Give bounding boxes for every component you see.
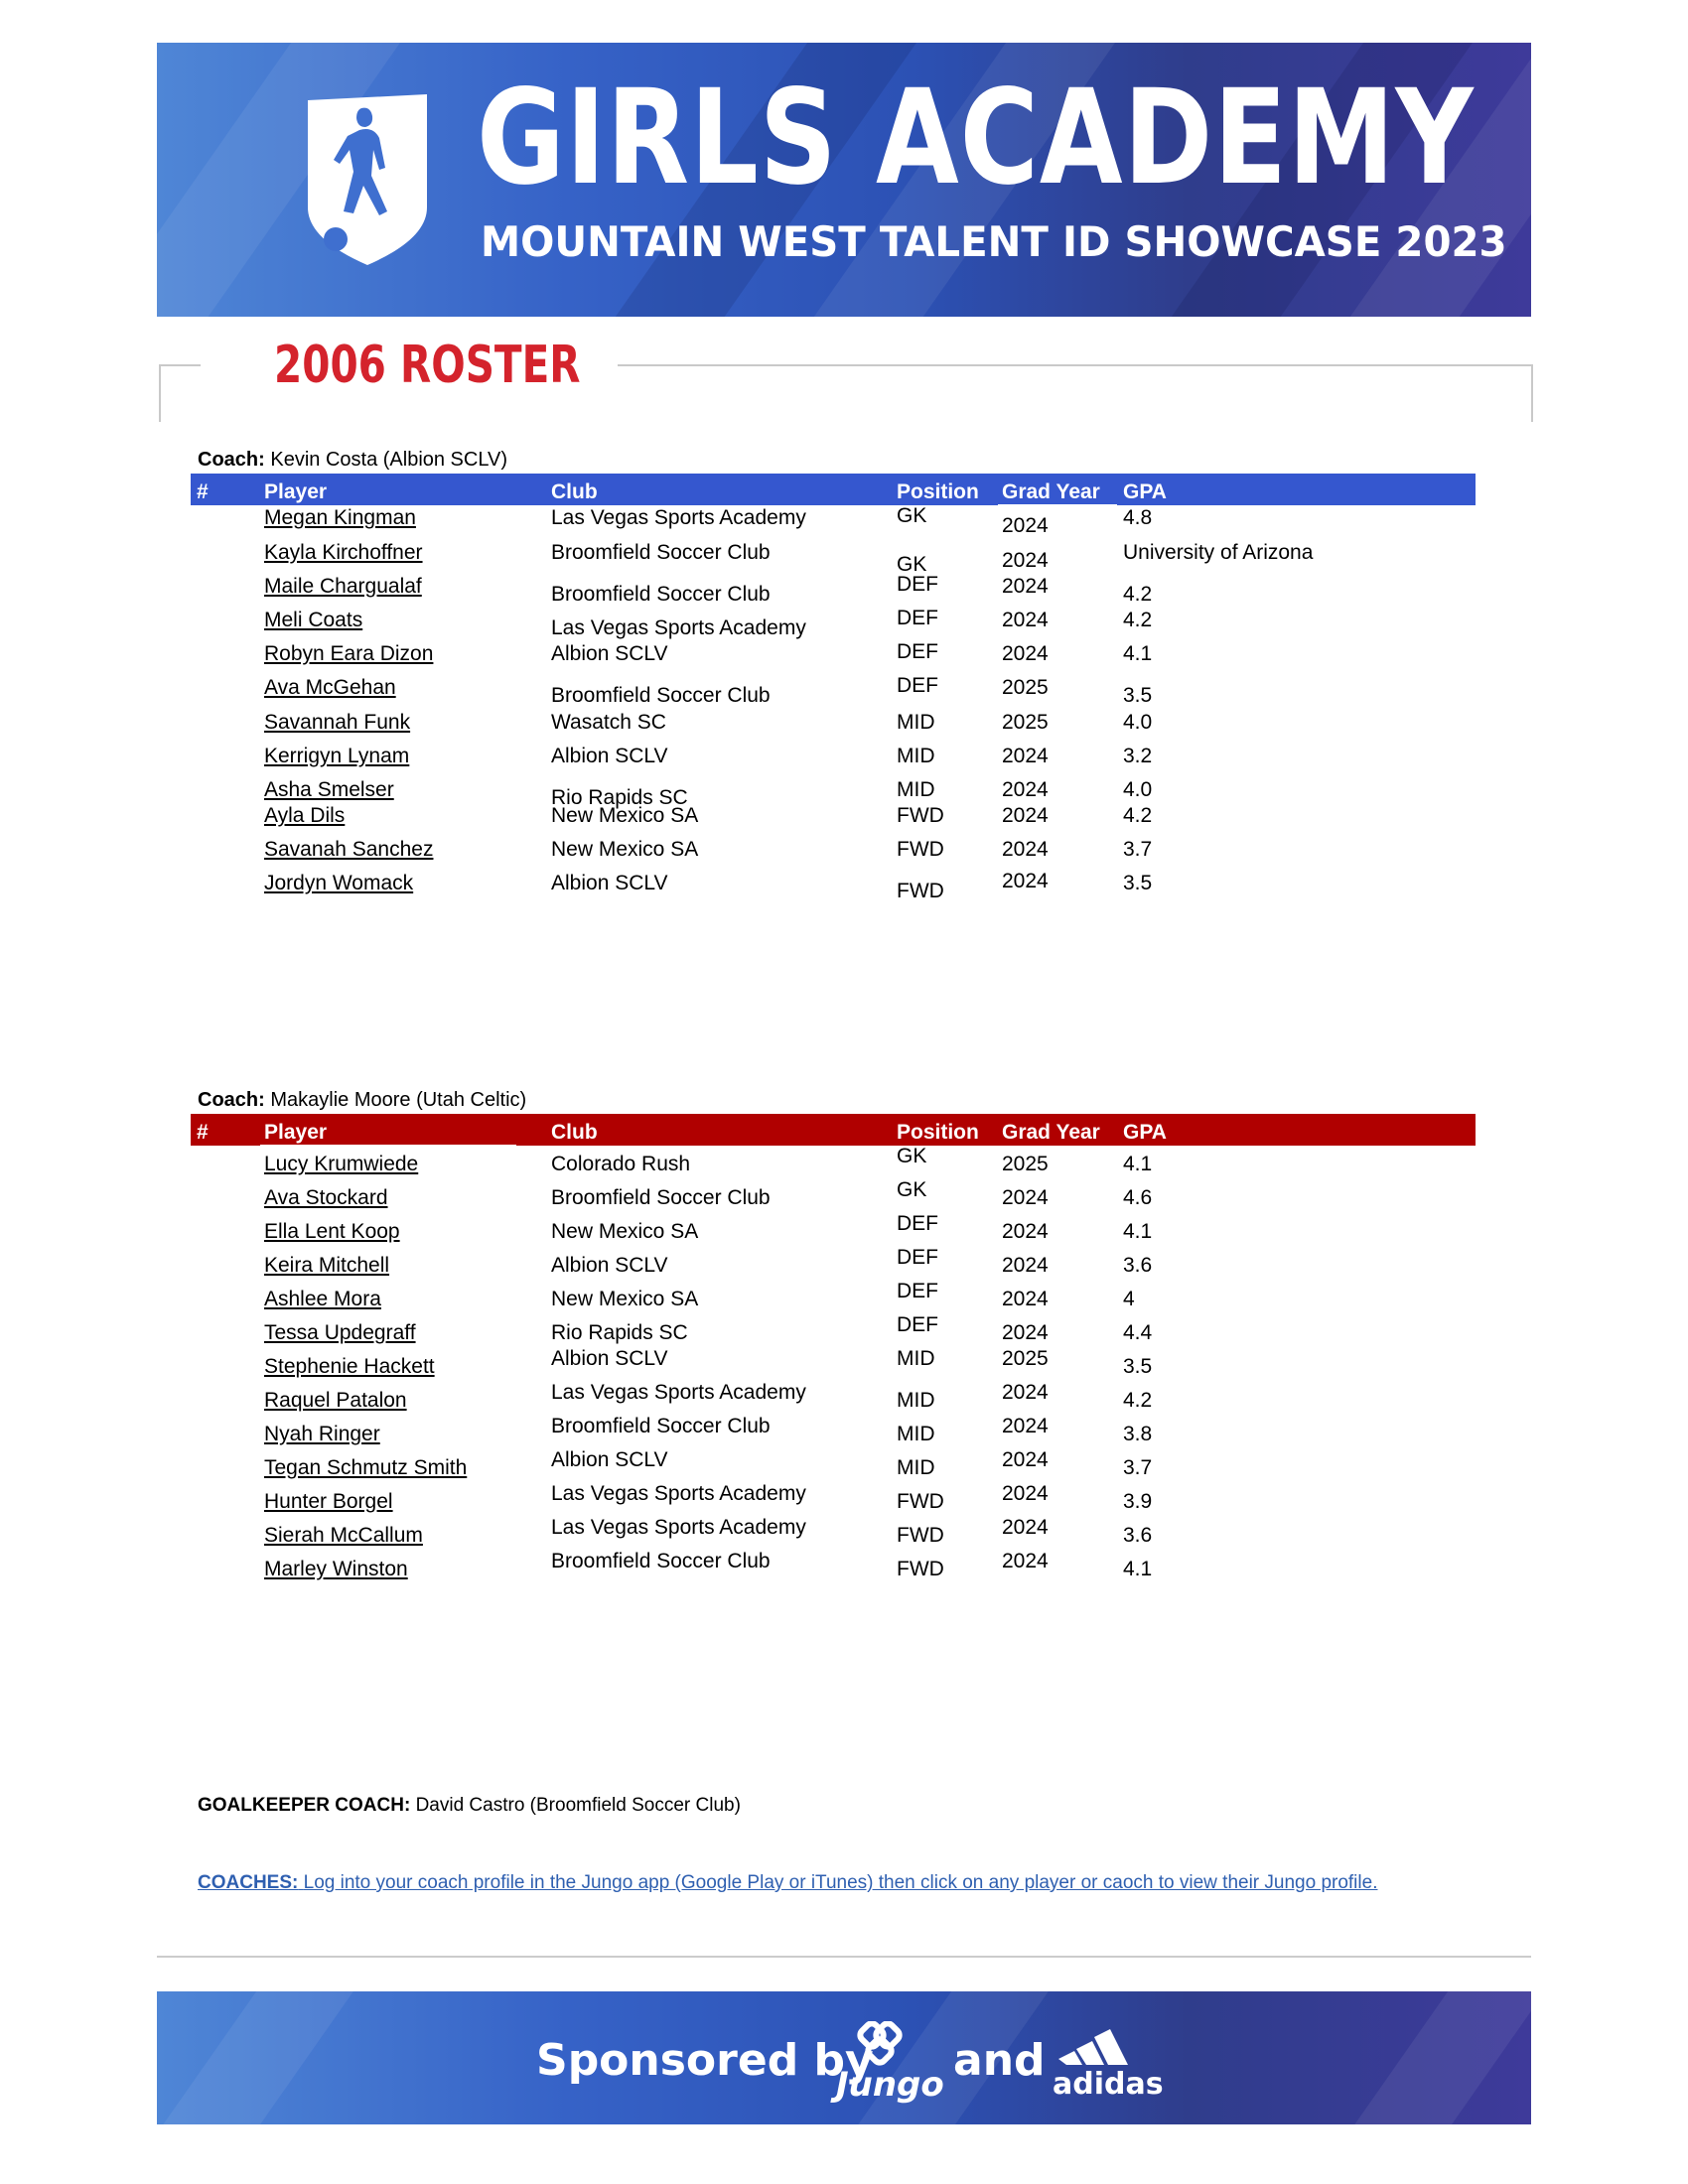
position-cell: FWD [897,880,944,902]
position-cell: DEF [897,573,938,596]
player-link[interactable]: Asha Smelser [264,778,394,801]
club-cell: Albion SCLV [551,745,668,767]
roster-title: 2006 ROSTER [274,336,581,395]
player-link[interactable]: Kerrigyn Lynam [264,745,410,767]
player-link[interactable]: Jordyn Womack [264,872,414,894]
player-link[interactable]: Savannah Funk [264,711,411,734]
grad-year-cell: 2024 [1002,1220,1049,1243]
banner-stripe [1341,1991,1531,2124]
gpa-cell: 3.5 [1123,1355,1153,1378]
coach-line [198,449,507,472]
grad-year-cell: 2024 [1002,549,1049,572]
col-grad-year: Grad Year [1002,480,1100,503]
col-grad-year: Grad Year [1002,1121,1100,1144]
player-link[interactable]: Lucy Krumwiede [264,1153,419,1175]
page-subtitle: MOUNTAIN WEST TALENT ID SHOWCASE 2023 [481,217,1507,266]
gpa-cell: 3.2 [1123,745,1153,767]
club-cell: Albion SCLV [551,642,668,665]
gpa-cell: 3.8 [1123,1423,1153,1445]
table-row [191,1448,1476,1490]
grad-year-cell: 2024 [1002,609,1049,631]
grad-year-cell: 2024 [1002,1415,1049,1437]
soccer-player-crest-icon [304,90,431,267]
col-position: Position [897,480,979,503]
gpa-cell: 4.2 [1123,583,1153,606]
club-cell: Albion SCLV [551,872,668,894]
club-cell: Broomfield Soccer Club [551,1186,771,1209]
table-row [191,1313,1476,1355]
gpa-cell: 4.8 [1123,506,1153,529]
sponsor-banner [157,1991,1531,2124]
table-row [191,1212,1476,1254]
coaches-note-link[interactable] [198,1872,1377,1894]
header-underline [260,1145,516,1148]
position-cell: FWD [897,804,944,827]
footer-divider [157,1956,1531,1958]
page-title: GIRLS ACADEMY [477,62,1475,214]
club-cell: Las Vegas Sports Academy [551,616,806,639]
club-cell: New Mexico SA [551,838,699,861]
player-link[interactable]: Meli Coats [264,609,363,631]
position-cell: MID [897,1423,935,1445]
grad-year-cell: 2024 [1002,1516,1049,1539]
gpa-cell: University of Arizona [1123,541,1314,564]
grad-year-cell: 2024 [1002,1550,1049,1572]
heading-frame-left [159,364,201,422]
table-row [191,872,1476,905]
sponsor-jungo-name: Jungo [836,2065,944,2105]
grad-year-cell: 2024 [1002,1321,1049,1344]
table-row [191,1246,1476,1288]
position-cell: GK [897,1145,927,1167]
table-row [191,711,1476,745]
club-cell: Albion SCLV [551,1448,668,1471]
table-row [191,745,1476,778]
table-row [191,676,1476,710]
table-row [191,506,1476,540]
table-row [191,1145,1476,1186]
gpa-cell: 4.4 [1123,1321,1153,1344]
position-cell: FWD [897,1524,944,1547]
club-cell: Rio Rapids SC [551,1321,688,1344]
grad-year-cell: 2024 [1002,1254,1049,1277]
grad-year-cell: 2024 [1002,838,1049,861]
player-link[interactable]: Maile Chargualaf [264,575,422,598]
gpa-cell: 4.1 [1123,1220,1153,1243]
gpa-cell: 3.9 [1123,1490,1153,1513]
table-row [191,541,1476,575]
col-club: Club [551,480,598,503]
player-link[interactable]: Ashlee Mora [264,1288,381,1310]
club-cell: Las Vegas Sports Academy [551,1482,806,1505]
coach-name: Kevin Costa (Albion SCLV) [270,449,507,471]
sponsor-adidas-name: adidas [1053,2067,1164,2102]
grad-year-cell: 2024 [1002,1186,1049,1209]
gpa-cell: 3.5 [1123,872,1153,894]
gpa-cell: 3.7 [1123,1456,1153,1479]
club-cell: Broomfield Soccer Club [551,583,771,606]
player-link[interactable]: Sierah McCallum [264,1524,423,1547]
club-cell: Broomfield Soccer Club [551,684,771,707]
position-cell: DEF [897,1212,938,1235]
position-cell: DEF [897,1280,938,1302]
coach-line [198,1089,526,1112]
gpa-cell: 4.1 [1123,1153,1153,1175]
col-player: Player [264,480,328,503]
position-cell: MID [897,1347,935,1370]
club-cell: Albion SCLV [551,1254,668,1277]
player-link[interactable]: Ayla Dils [264,804,346,827]
club-cell: New Mexico SA [551,1288,699,1310]
col-gpa: GPA [1123,480,1167,503]
grad-year-cell: 2024 [1002,804,1049,827]
gpa-cell: 3.5 [1123,684,1153,707]
header-banner [157,43,1531,317]
player-link[interactable]: Hunter Borgel [264,1490,393,1513]
club-cell: Broomfield Soccer Club [551,1415,771,1437]
grad-year-cell: 2024 [1002,642,1049,665]
grad-year-cell: 2025 [1002,1347,1049,1370]
grad-year-cell: 2024 [1002,575,1049,598]
position-cell: MID [897,1389,935,1412]
gpa-cell: 4.2 [1123,1389,1153,1412]
coaches-note-text: Log into your coach profile in the Jungo app (Google Play or iTunes) then click on any player or caoch to view their Jungo profile. [303,1872,1378,1893]
club-cell: Wasatch SC [551,711,666,734]
table-row [191,1280,1476,1321]
position-cell: GK [897,553,927,576]
club-cell: Colorado Rush [551,1153,691,1175]
col-num: # [197,480,209,503]
gpa-cell: 4.0 [1123,711,1153,734]
gpa-cell: 4.2 [1123,609,1153,631]
position-cell: FWD [897,1558,944,1580]
table-row [191,1550,1476,1591]
gpa-cell: 4.0 [1123,778,1153,801]
player-link[interactable]: Megan Kingman [264,506,416,529]
table-row [191,1347,1476,1389]
club-cell: New Mexico SA [551,804,699,827]
position-cell: GK [897,504,927,527]
gpa-cell: 4.6 [1123,1186,1153,1209]
table-row [191,609,1476,642]
table-header [191,1114,1476,1146]
club-cell: Las Vegas Sports Academy [551,1381,806,1404]
grad-year-cell: 2024 [1002,1381,1049,1404]
position-cell: MID [897,711,935,734]
position-cell: DEF [897,1313,938,1336]
grad-year-cell: 2024 [1002,1482,1049,1505]
club-cell: Rio Rapids SC [551,786,688,809]
position-cell: GK [897,1178,927,1201]
grad-year-cell: 2025 [1002,676,1049,699]
position-cell: MID [897,745,935,767]
table-row [191,1482,1476,1524]
club-cell: New Mexico SA [551,1220,699,1243]
gpa-cell: 3.7 [1123,838,1153,861]
table-row [191,1516,1476,1558]
club-cell: Broomfield Soccer Club [551,541,771,564]
grad-year-cell: 2024 [1002,870,1049,892]
position-cell: MID [897,778,935,801]
player-link[interactable]: Tessa Updegraff [264,1321,416,1344]
gpa-cell: 3.6 [1123,1254,1153,1277]
sponsored-by-text: Sponsored by [536,2035,874,2086]
col-player: Player [264,1121,328,1144]
position-cell: DEF [897,640,938,663]
grad-year-cell: 2024 [1002,778,1049,801]
gpa-cell: 4.2 [1123,804,1153,827]
position-cell: FWD [897,838,944,861]
table-header [191,474,1476,505]
club-cell: Las Vegas Sports Academy [551,1516,806,1539]
coach-label: Coach: [198,449,265,471]
position-cell: MID [897,1456,935,1479]
grad-year-cell: 2024 [1002,1448,1049,1471]
player-link[interactable]: Tegan Schmutz Smith [264,1456,468,1479]
player-link[interactable]: Savanah Sanchez [264,838,434,861]
coach-label: Coach: [198,1089,265,1111]
coaches-note-label: COACHES: [198,1872,299,1893]
table-row [191,1178,1476,1220]
gpa-cell: 4.1 [1123,642,1153,665]
col-position: Position [897,1121,979,1144]
goalkeeper-coach-name: David Castro (Broomfield Soccer Club) [415,1795,741,1816]
gpa-cell: 3.6 [1123,1524,1153,1547]
position-cell: DEF [897,607,938,629]
player-link[interactable]: Nyah Ringer [264,1423,380,1445]
player-link[interactable]: Raquel Patalon [264,1389,407,1412]
player-link[interactable]: Robyn Eara Dizon [264,642,434,665]
player-link[interactable]: Stephenie Hackett [264,1355,435,1378]
banner-stripe [157,1991,362,2124]
table-row [191,642,1476,676]
club-cell: Las Vegas Sports Academy [551,506,806,529]
gpa-cell: 4.1 [1123,1558,1153,1580]
player-link[interactable]: Keira Mitchell [264,1254,390,1277]
position-cell: FWD [897,1490,944,1513]
col-num: # [197,1121,209,1144]
table-row [191,1381,1476,1423]
grad-year-cell: 2025 [1002,1153,1049,1175]
position-cell: DEF [897,1246,938,1269]
grad-year-cell: 2024 [1002,1288,1049,1310]
table-row [191,804,1476,838]
player-link[interactable]: Ava Stockard [264,1186,388,1209]
coach-name: Makaylie Moore (Utah Celtic) [270,1089,527,1111]
heading-frame-right [618,364,1533,422]
gpa-cell: 4 [1123,1288,1135,1310]
sponsor-and-text: and [953,2035,1046,2086]
player-link[interactable]: Kayla Kirchoffner [264,541,423,564]
club-cell: Albion SCLV [551,1347,668,1370]
club-cell: Broomfield Soccer Club [551,1550,771,1572]
table-row [191,838,1476,872]
player-link[interactable]: Ella Lent Koop [264,1220,400,1243]
grad-year-cell: 2025 [1002,711,1049,734]
player-link[interactable]: Marley Winston [264,1558,408,1580]
grad-year-cell: 2024 [1002,745,1049,767]
grad-year-cell: 2024 [1002,514,1049,537]
col-club: Club [551,1121,598,1144]
position-cell: DEF [897,674,938,697]
col-gpa: GPA [1123,1121,1167,1144]
table-row [191,575,1476,609]
goalkeeper-coach-line [198,1795,741,1817]
goalkeeper-coach-label: GOALKEEPER COACH: [198,1795,411,1816]
table-row [191,1415,1476,1456]
player-link[interactable]: Ava McGehan [264,676,396,699]
